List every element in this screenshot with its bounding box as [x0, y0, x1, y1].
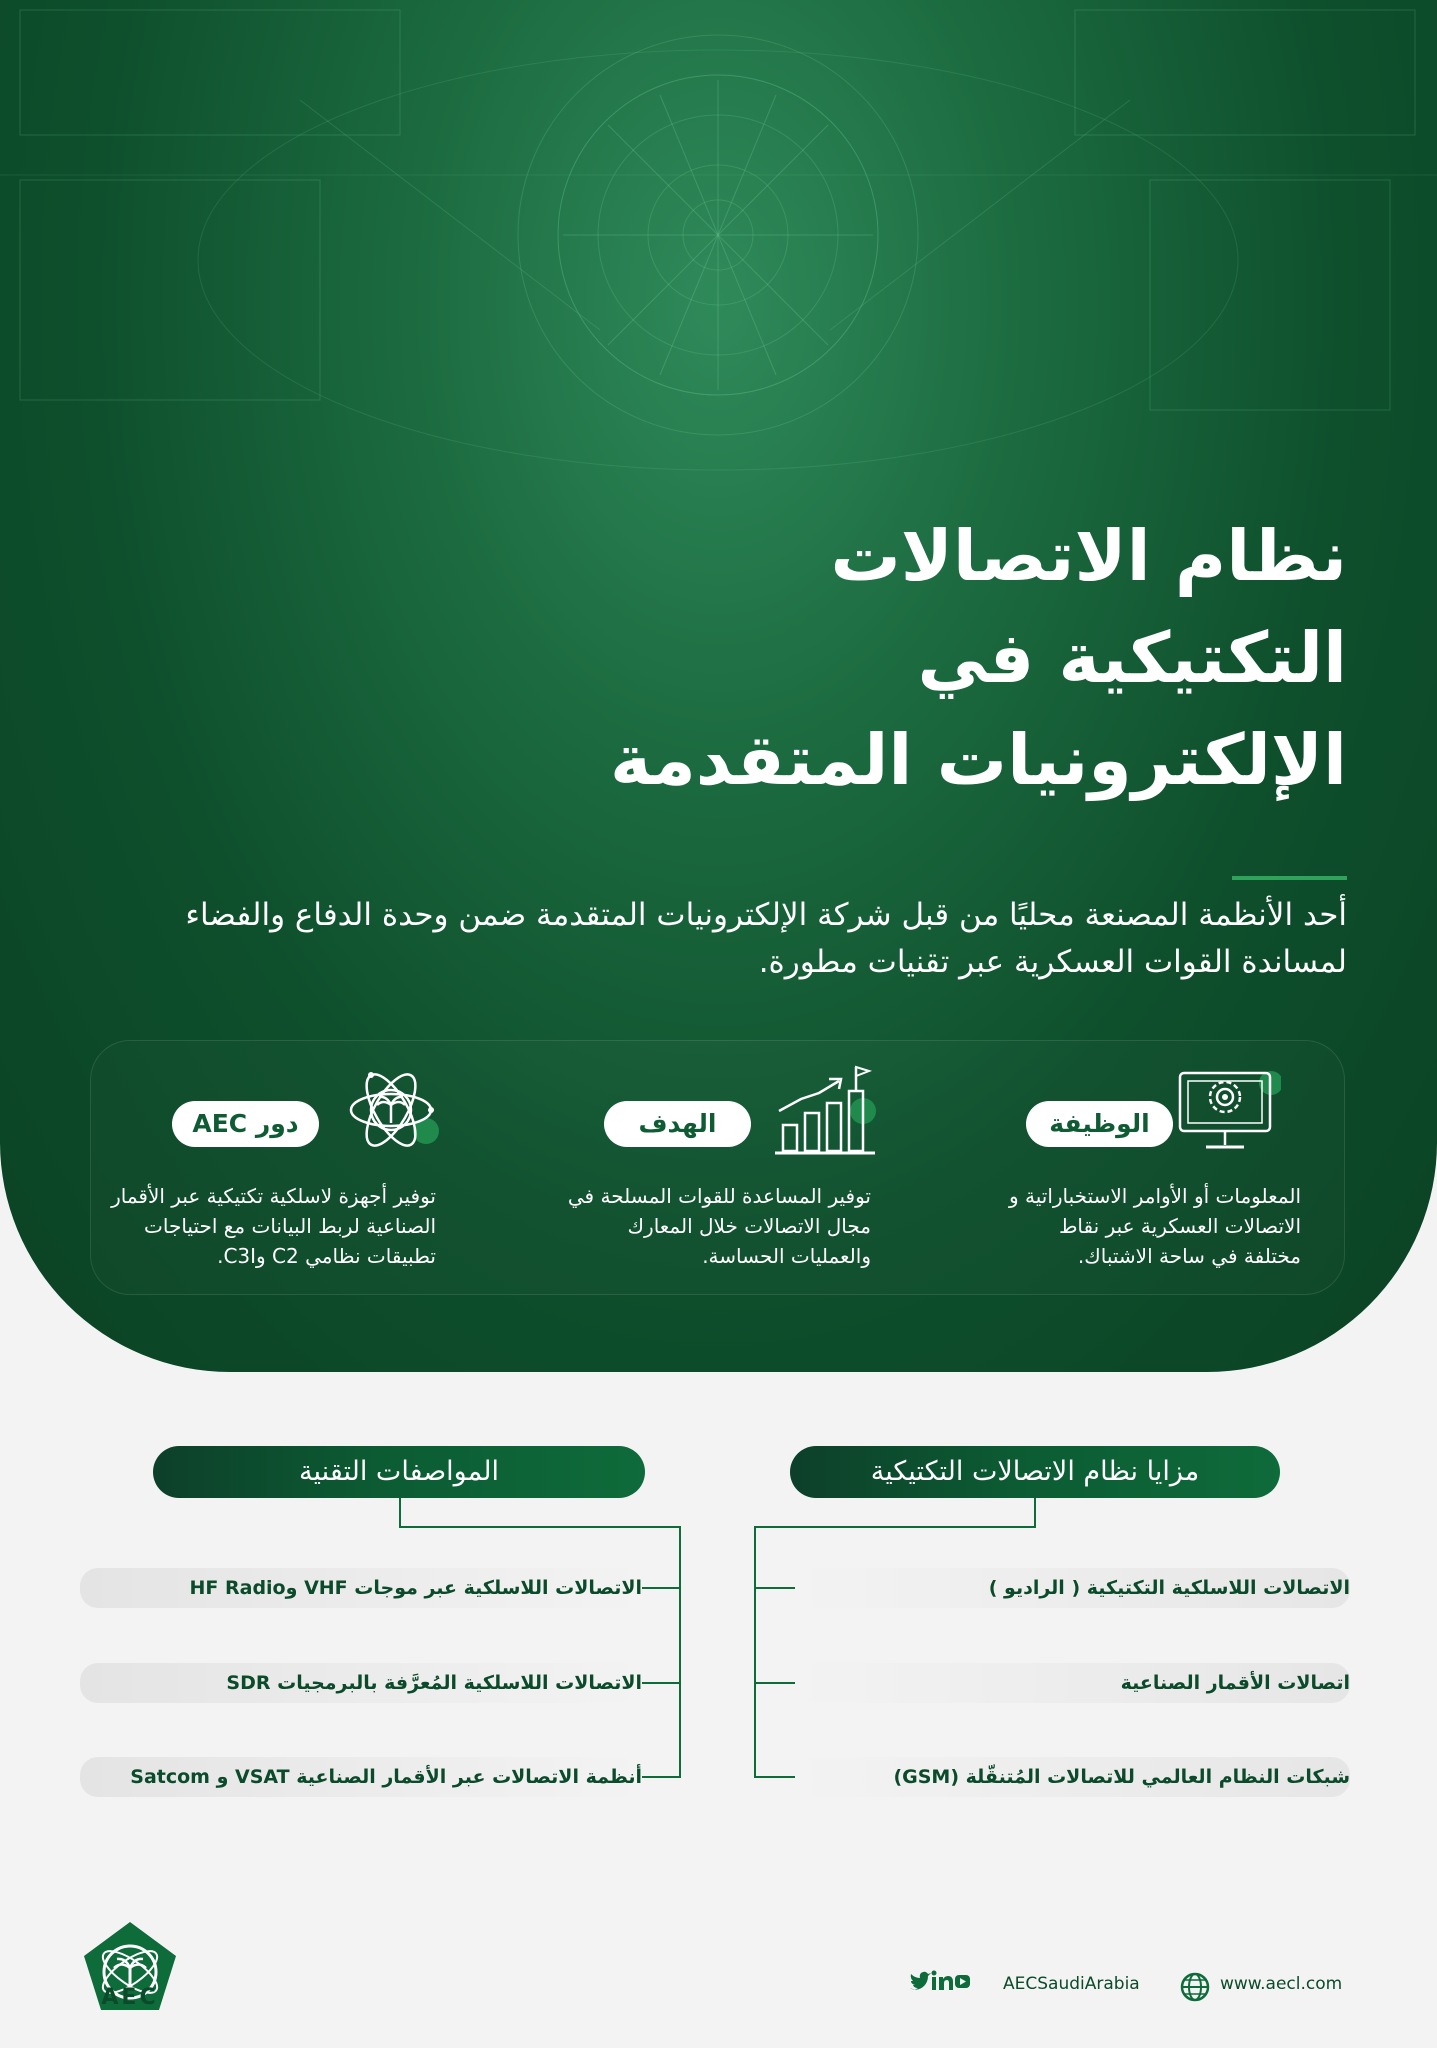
- linkedin-icon[interactable]: [932, 1971, 954, 1991]
- advantage-item-satellite: اتصالات الأقمار الصناعية: [795, 1663, 1350, 1703]
- title-line-1: نظام الاتصالات: [830, 515, 1347, 597]
- advantage-item-gsm: شبكات النظام العالمي للاتصالات المُتنقّلة (GSM): [795, 1757, 1350, 1797]
- social-icons: [908, 1968, 968, 1998]
- advantages-header: مزايا نظام الاتصالات التكتيكية: [790, 1446, 1280, 1498]
- title-line-3: الإلكترونيات المتقدمة: [610, 719, 1347, 801]
- card-goal-title: الهدف: [604, 1101, 751, 1147]
- intro-paragraph: أحد الأنظمة المصنعة محليًا من قبل شركة الإلكترونيات المتقدمة ضمن وحدة الدفاع والفضاء لمساندة القوات العسكرية عبر تقنيات مطورة.: [185, 897, 1347, 980]
- card-aec-role-title: دور AEC: [172, 1101, 319, 1147]
- globe-icon: [1180, 1972, 1210, 2002]
- title-line-2: التكتيكية في: [917, 617, 1347, 699]
- social-handle[interactable]: AECSaudiArabia: [1003, 1974, 1140, 1994]
- card-function-text: المعلومات أو الأوامر الاستخباراتية و الاتصالات العسكرية عبر نقاط مختلفة في ساحة الاشتباك.: [1008, 1184, 1301, 1268]
- specs-header: المواصفات التقنية: [153, 1446, 645, 1498]
- website-link[interactable]: www.aecl.com: [1220, 1974, 1343, 1994]
- logo-wordmark: AEC: [101, 1985, 159, 2010]
- youtube-icon[interactable]: [955, 1975, 970, 1988]
- card-aec-role-text: توفير أجهزة لاسلكية تكتيكية عبر الأقمار الصناعية لربط البيانات مع احتياجات تطبيقات نظامي C2 وC3I.: [111, 1184, 436, 1268]
- spec-item-sdr: الاتصالات اللاسلكية المُعرَّفة بالبرمجيات SDR: [80, 1663, 642, 1703]
- card-goal-text: توفير المساعدة للقوات المسلحة في مجال الاتصالات خلال المعارك والعمليات الحساسة.: [567, 1184, 871, 1268]
- spec-item-vhf-hf: الاتصالات اللاسلكية عبر موجات VHF وHF Radio: [80, 1568, 642, 1608]
- advantage-item-radio: الاتصالات اللاسلكية التكتيكية ( الراديو ): [795, 1568, 1350, 1608]
- card-function-title: الوظيفة: [1026, 1101, 1173, 1147]
- twitter-icon[interactable]: [910, 1972, 931, 1990]
- spec-item-satcom: أنظمة الاتصالات عبر الأقمار الصناعية VSAT و Satcom: [80, 1757, 642, 1797]
